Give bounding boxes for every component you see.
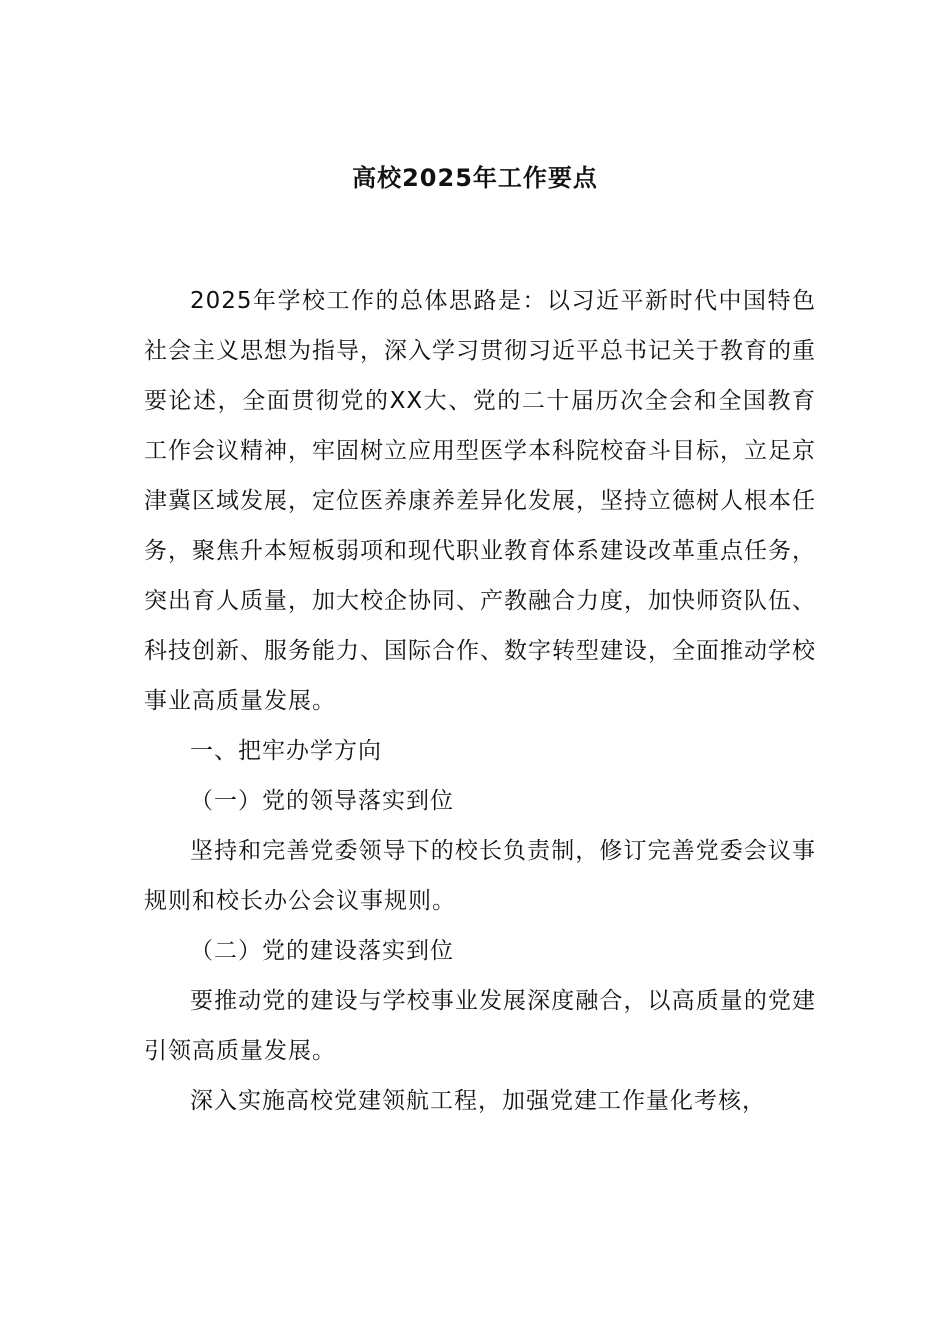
paragraph-leadership: 坚持和完善党委领导下的校长负责制，修订完善党委会议事规则和校长办公会议事规则。	[144, 838, 816, 914]
heading-subsection-1: （一）党的领导落实到位	[190, 788, 454, 814]
document-body	[144, 276, 816, 1126]
heading-subsection-2: （二）党的建设落实到位	[190, 938, 454, 964]
paragraph-overview: 2025年学校工作的总体思路是：以习近平新时代中国特色社会主义思想为指导，深入学习贯彻习近平总书记关于教育的重要论述，全面贯彻党的XX大、党的二十届历次全会和全国教育工作会议精神，牢固树立应用型医学本科院校奋斗目标，立足京津冀区域发展，定位医养康养差异化发展，坚持立德树人根本任务，聚焦升本短板弱项和现代职业教育体系建设改革重点任务，突出育人质量，加大校企协同、产教融合力度，加快师资队伍、科技创新、服务能力、国际合作、数字转型建设，全面推动学校事业高质量发展。	[144, 288, 816, 714]
heading-section-1: 一、把牢办学方向	[190, 738, 382, 764]
document-title: 高校2025年工作要点	[352, 164, 598, 192]
paragraph-pilot-project: 深入实施高校党建领航工程，加强党建工作量化考核，	[190, 1088, 766, 1114]
paragraph-party-building: 要推动党的建设与学校事业发展深度融合，以高质量的党建引领高质量发展。	[144, 988, 816, 1064]
